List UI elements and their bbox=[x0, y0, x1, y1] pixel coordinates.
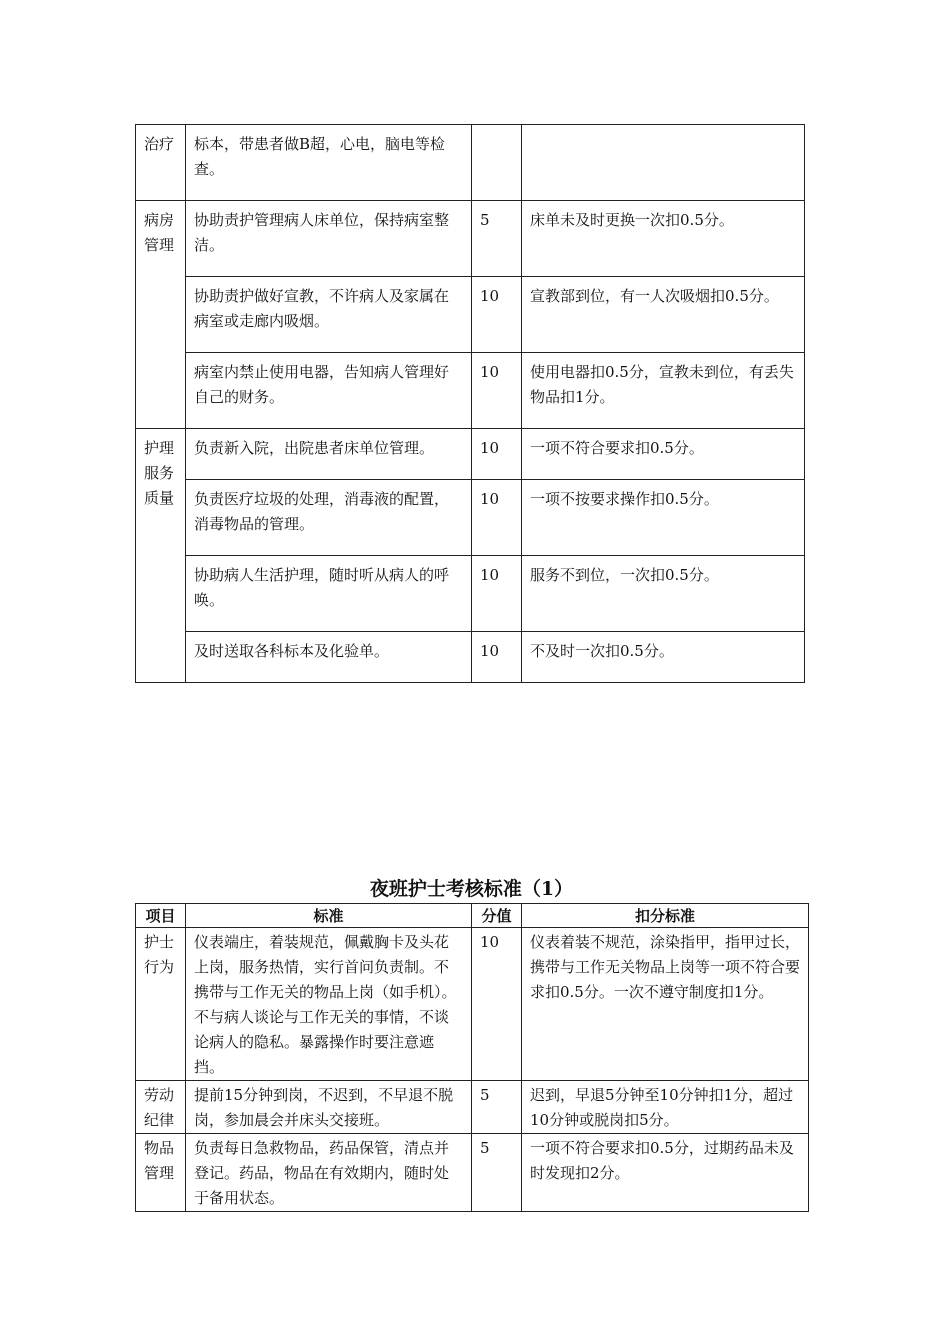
standard-cell: 病室内禁止使用电器，告知病人管理好自己的财务。 bbox=[186, 353, 472, 429]
standard-cell: 提前15分钟到岗，不迟到，不早退不脱岗，参加晨会并床头交接班。 bbox=[186, 1081, 472, 1134]
deduction-cell: 仪表着装不规范，涂染指甲，指甲过长，携带与工作无关物品上岗等一项不符合要求扣0.5分。一次不遵守制度扣1分。 bbox=[522, 928, 809, 1081]
deduction-cell: 迟到，早退5分钟至10分钟扣1分，超过10分钟或脱岗扣5分。 bbox=[522, 1081, 809, 1134]
table-row bbox=[136, 1081, 809, 1134]
table-row bbox=[136, 480, 805, 556]
standard-cell: 协助责护管理病人床单位，保持病室整洁。 bbox=[186, 201, 472, 277]
deduction-cell: 服务不到位，一次扣0.5分。 bbox=[522, 556, 805, 632]
standard-cell: 协助责护做好宣教，不许病人及家属在病室或走廊内吸烟。 bbox=[186, 277, 472, 353]
standard-cell: 协助病人生活护理，随时听从病人的呼唤。 bbox=[186, 556, 472, 632]
table-row bbox=[136, 201, 805, 277]
assessment-table-continued bbox=[135, 124, 805, 683]
score-cell: 10 bbox=[472, 353, 522, 429]
score-cell: 10 bbox=[472, 277, 522, 353]
section-title: 夜班护士考核标准（1） bbox=[369, 878, 574, 900]
score-cell: 5 bbox=[472, 201, 522, 277]
standard-cell: 标本，带患者做B超，心电，脑电等检查。 bbox=[186, 125, 472, 201]
category-cell: 病房管理 bbox=[136, 201, 186, 429]
category-cell: 物品管理 bbox=[136, 1134, 186, 1212]
header-deduction: 扣分标准 bbox=[522, 904, 809, 928]
deduction-cell bbox=[522, 125, 805, 201]
standard-cell: 负责每日急救物品，药品保管，清点并登记。药品，物品在有效期内，随时处于备用状态。 bbox=[186, 1134, 472, 1212]
header-score: 分值 bbox=[472, 904, 522, 928]
table-row bbox=[136, 632, 805, 683]
score-cell: 10 bbox=[472, 480, 522, 556]
score-cell: 5 bbox=[472, 1134, 522, 1212]
table-header-row bbox=[136, 904, 809, 928]
table-row bbox=[136, 277, 805, 353]
category-cell: 护理服务质量 bbox=[136, 429, 186, 683]
score-cell: 10 bbox=[472, 632, 522, 683]
header-item: 项目 bbox=[136, 904, 186, 928]
score-cell: 10 bbox=[472, 556, 522, 632]
score-cell: 5 bbox=[472, 1081, 522, 1134]
deduction-cell: 一项不符合要求扣0.5分，过期药品未及时发现扣2分。 bbox=[522, 1134, 809, 1212]
table-row bbox=[136, 1134, 809, 1212]
header-standard: 标准 bbox=[186, 904, 472, 928]
deduction-cell: 宣教部到位，有一人次吸烟扣0.5分。 bbox=[522, 277, 805, 353]
standard-cell: 负责医疗垃圾的处理，消毒液的配置，消毒物品的管理。 bbox=[186, 480, 472, 556]
table-row bbox=[136, 928, 809, 1081]
category-cell: 劳动纪律 bbox=[136, 1081, 186, 1134]
table-row bbox=[136, 353, 805, 429]
category-cell: 治疗 bbox=[136, 125, 186, 201]
standard-cell: 及时送取各科标本及化验单。 bbox=[186, 632, 472, 683]
standard-cell: 负责新入院，出院患者床单位管理。 bbox=[186, 429, 472, 480]
night-shift-assessment-table bbox=[135, 903, 809, 1212]
table-row bbox=[136, 429, 805, 480]
standard-cell: 仪表端庄，着装规范，佩戴胸卡及头花上岗，服务热情，实行首问负责制。不携带与工作无关的物品上岗（如手机）。不与病人谈论与工作无关的事情，不谈论病人的隐私。暴露操作时要注意遮挡。 bbox=[186, 928, 472, 1081]
score-cell bbox=[472, 125, 522, 201]
deduction-cell: 一项不按要求操作扣0.5分。 bbox=[522, 480, 805, 556]
score-cell: 10 bbox=[472, 429, 522, 480]
deduction-cell: 床单未及时更换一次扣0.5分。 bbox=[522, 201, 805, 277]
table-row bbox=[136, 125, 805, 201]
score-cell: 10 bbox=[472, 928, 522, 1081]
category-cell: 护士行为 bbox=[136, 928, 186, 1081]
table-row bbox=[136, 556, 805, 632]
deduction-cell: 不及时一次扣0.5分。 bbox=[522, 632, 805, 683]
deduction-cell: 一项不符合要求扣0.5分。 bbox=[522, 429, 805, 480]
deduction-cell: 使用电器扣0.5分，宣教未到位，有丢失物品扣1分。 bbox=[522, 353, 805, 429]
